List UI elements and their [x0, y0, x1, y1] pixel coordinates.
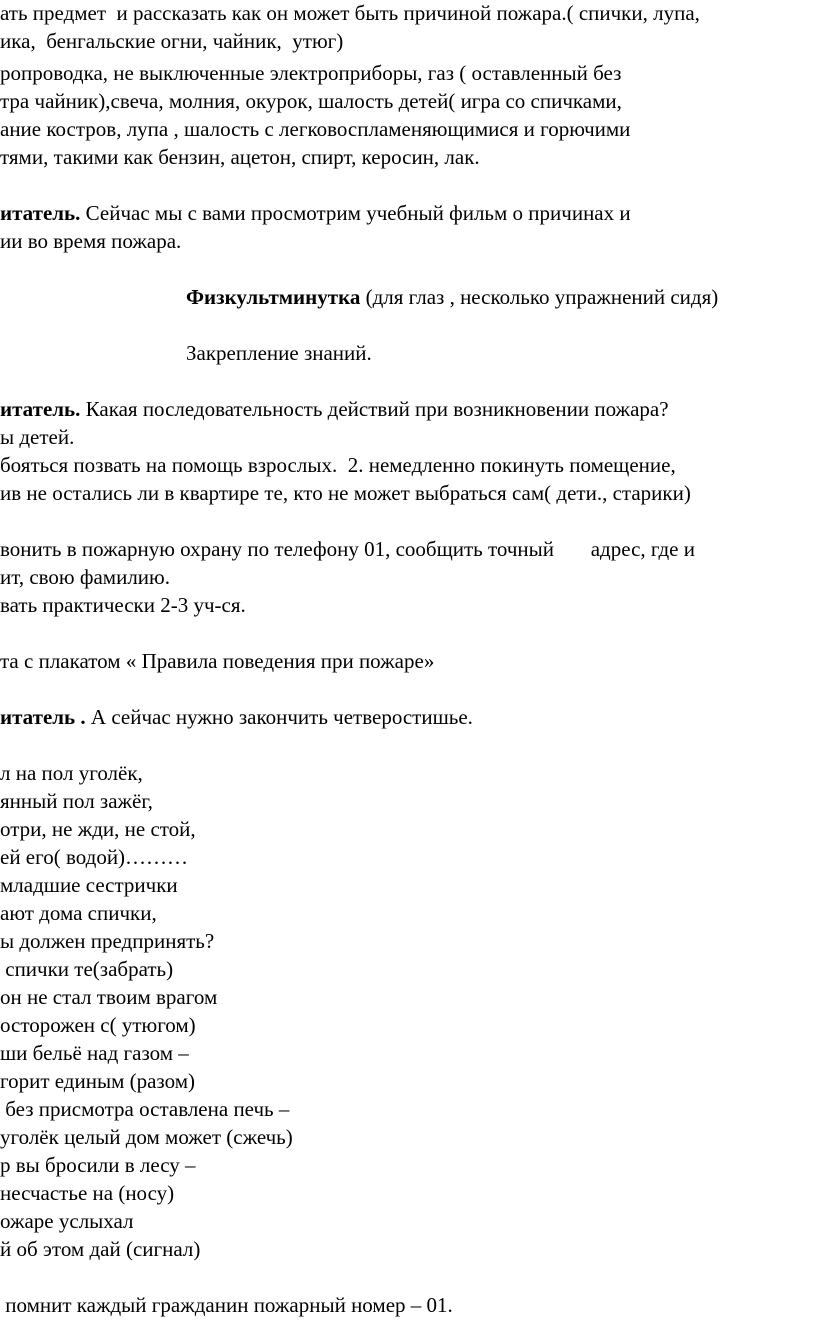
text-line: та с плакатом « Правила поведения при пожаре» — [0, 649, 435, 673]
poem-line: р вы бросили в лесу – — [0, 1153, 196, 1177]
text-line: ропроводка, не выключенные электроприборы, газ ( оставленный без — [0, 61, 622, 85]
poem-line: уголёк целый дом может (сжечь) — [0, 1125, 293, 1149]
poem-line: он не стал твоим врагом — [0, 985, 218, 1009]
text-line: ит, свою фамилию. — [0, 565, 170, 589]
poem-line: горит единым (разом) — [0, 1069, 195, 1093]
heading-bold: Физкультминутка — [186, 285, 361, 309]
poem-line: ожаре услыхал — [0, 1209, 134, 1233]
text-line: ии во время пожара. — [0, 229, 182, 253]
poem-line: ей его( водой)……… — [0, 845, 189, 869]
poem-line: осторожен с( утюгом) — [0, 1013, 196, 1037]
teacher-paragraph — [0, 396, 669, 422]
text-line: помнит каждый гражданин пожарный номер – 01. — [0, 1293, 453, 1317]
text-line: ы детей. — [0, 425, 75, 449]
poem-line: младшие сестрички — [0, 873, 178, 897]
text-line: ив не остались ли в квартире те, кто не может выбраться сам( дети., старики) — [0, 481, 691, 505]
teacher-paragraph — [0, 200, 631, 226]
poem-line: ают дома спички, — [0, 901, 157, 925]
text-line: вать практически 2-3 уч-ся. — [0, 593, 246, 617]
speaker-text: А сейчас нужно закончить четверостишье. — [85, 705, 473, 729]
poem-line: без присмотра оставлена печь – — [0, 1097, 290, 1121]
teacher-paragraph — [0, 704, 473, 730]
poem-line: ы должен предпринять? — [0, 929, 215, 953]
poem-line: ши бельё над газом – — [0, 1041, 189, 1065]
text-line: ика, бенгальские огни, чайник, утюг) — [0, 29, 344, 53]
heading-rest: (для глаз , несколько упражнений сидя) — [360, 285, 719, 309]
text-line: вонить в пожарную охрану по телефону 01, сообщить точный адрес, где и — [0, 537, 695, 561]
text-line: ание костров, лупа , шалость с легковоспламеняющимися и горючими — [0, 117, 631, 141]
text-line: ать предмет и рассказать как он может быть причиной пожара.( спички, лупа, — [0, 1, 700, 25]
section-heading — [186, 284, 718, 310]
poem-line: отри, не жди, не стой, — [0, 817, 196, 841]
speaker-text: Какая последовательность действий при возникновении пожара? — [80, 397, 669, 421]
text-line: бояться позвать на помощь взрослых. 2. немедленно покинуть помещение, — [0, 453, 676, 477]
poem-line: л на пол уголёк, — [0, 761, 143, 785]
speaker-text: Сейчас мы с вами просмотрим учебный фильм о причинах и — [80, 201, 631, 225]
poem-line: й об этом дай (сигнал) — [0, 1237, 201, 1261]
speaker-label: итатель. — [0, 397, 81, 421]
speaker-label: итатель. — [0, 201, 81, 225]
section-heading: Закрепление знаний. — [186, 341, 372, 365]
text-line: тями, такими как бензин, ацетон, спирт, керосин, лак. — [0, 145, 480, 169]
poem-line: янный пол зажёг, — [0, 789, 153, 813]
text-line: тра чайник),свеча, молния, окурок, шалость детей( игра со спичками, — [0, 89, 622, 113]
poem-line: несчастье на (носу) — [0, 1181, 175, 1205]
poem-line: спички те(забрать) — [0, 957, 174, 981]
speaker-label: итатель . — [0, 705, 86, 729]
